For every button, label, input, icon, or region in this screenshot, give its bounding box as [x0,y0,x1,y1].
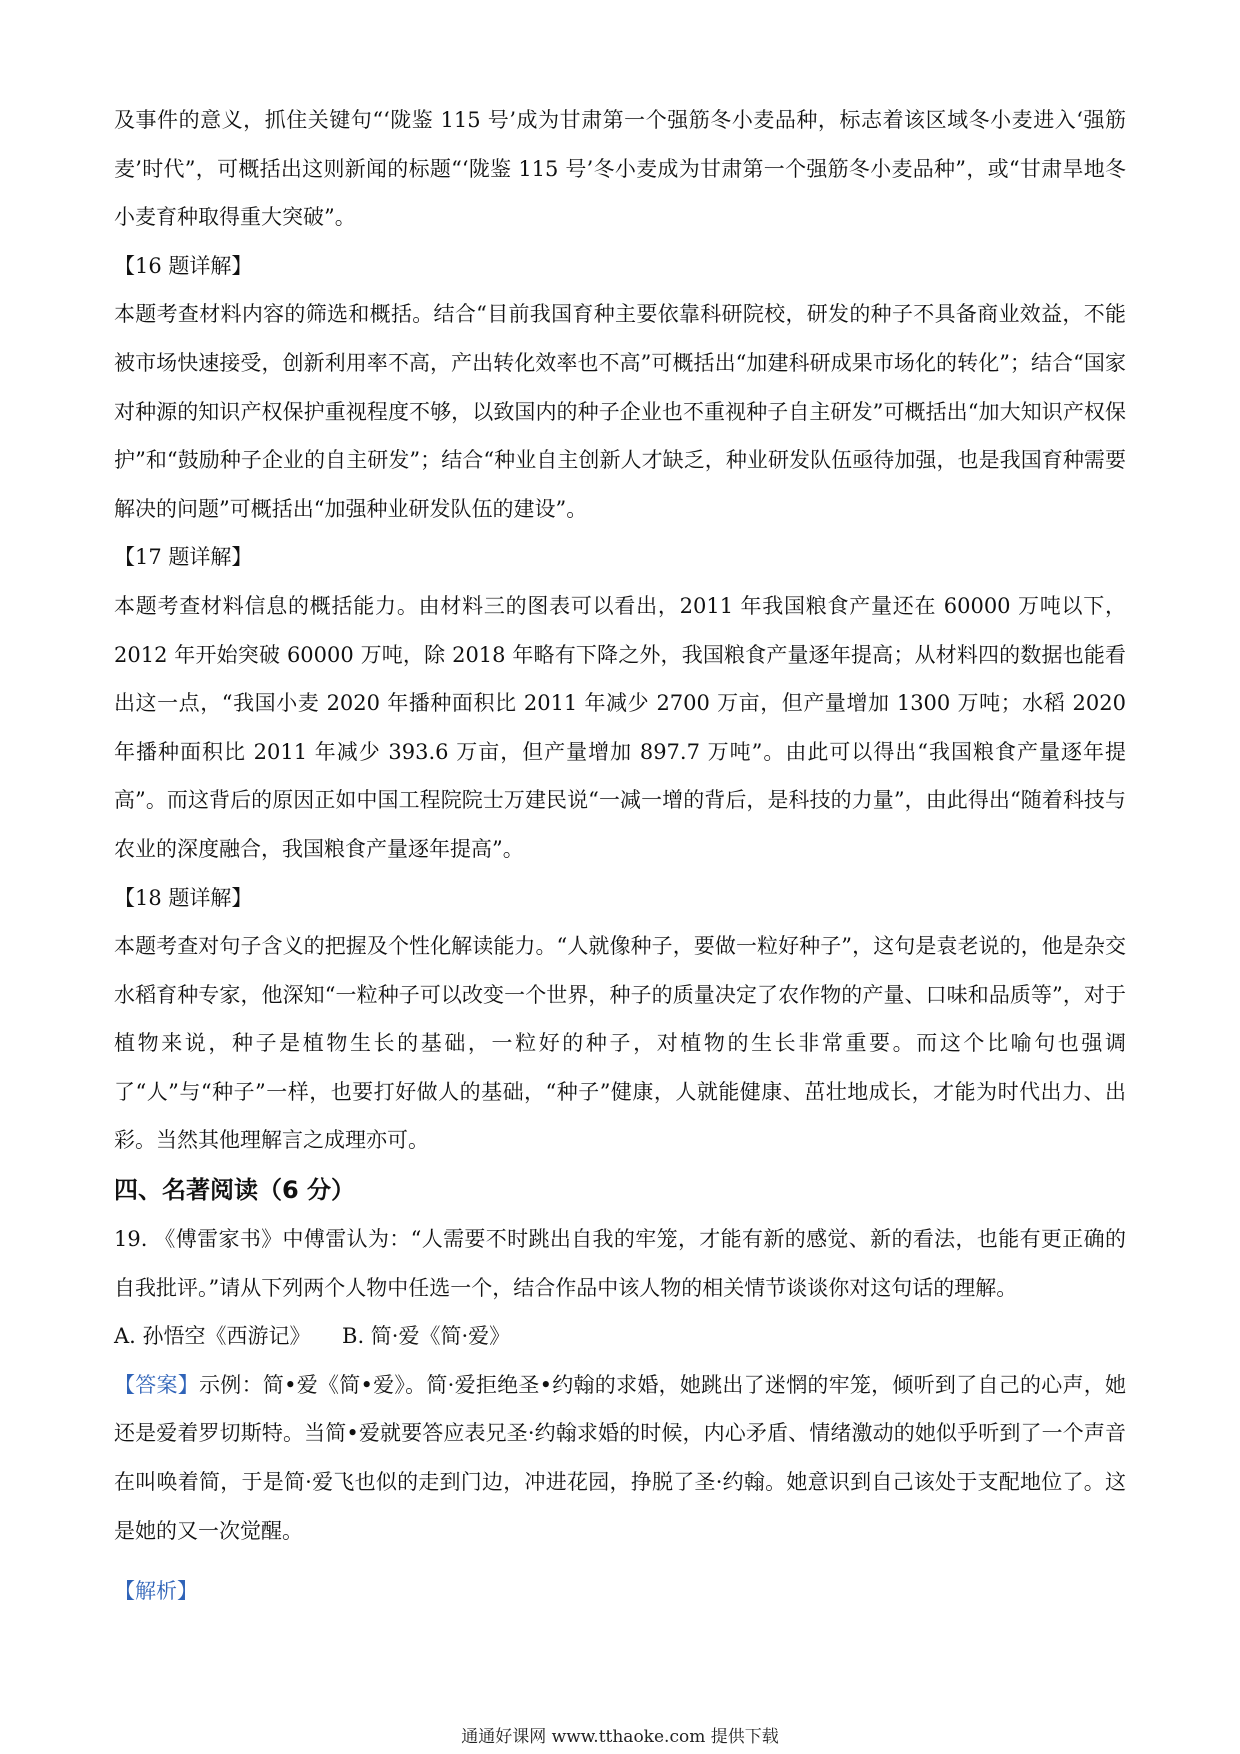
heading-q17-detail: 【17 题详解】 [114,545,253,570]
answer-text: 示例：简•爱《简•爱》。简·爱拒绝圣•约翰的求婚，她跳出了迷惘的牢笼，倾听到了自己的心声，她还是爱着罗切斯特。当简•爱就要答应表兄圣·约翰求婚的时候，内心矛盾、情绪激动的她似乎听到了一个声音在叫唤着简，于是简·爱飞也似的走到门边，冲进花园，挣脱了圣·约翰。她意识到自己该处于支配地位了。这是她的又一次觉醒。 [114,1372,1127,1543]
analysis-tag: 【解析】 [114,1579,198,1604]
paragraph-q18: 本题考查对句子含义的把握及个性化解读能力。“人就像种子，要做一粒好种子”，这句是袁老说的，他是杂交水稻育种专家，他深知“一粒种子可以改变一个世界，种子的质量决定了农作物的产量、口味和品质等”，对于植物来说，种子是植物生长的基础，一粒好的种子，对植物的生长非常重要。而这个比喻句也强调了“人”与“种子”一样，也要打好做人的基础，“种子”健康，人就能健康、茁壮地成长，才能为时代出力、出彩。当然其他理解言之成理亦可。 [114,934,1126,1153]
heading-q16-detail: 【16 题详解】 [114,253,253,278]
question-19-options: A. 孙悟空《西游记》 B. 简·爱《简·爱》 [114,1324,511,1349]
paragraph-q16: 本题考查材料内容的筛选和概括。结合“目前我国育种主要依靠科研院校，研发的种子不具备商业效益，不能被市场快速接受，创新利用率不高，产出转化效率也不高”可概括出“加建科研成果市场化的转化”；结合“国家对种源的知识产权保护重视程度不够，以致国内的种子企业也不重视种子自主研发”可概括出“加大知识产权保护”和“鼓励种子企业的自主研发”；结合“种业自主创新人才缺乏，种业研发队伍亟待加强，也是我国育种需要解决的问题”可概括出“加强种业研发队伍的建设”。 [114,302,1126,521]
question-19: 19. 《傅雷家书》中傅雷认为：“人需要不时跳出自我的牢笼，才能有新的感觉、新的看法，也能有更正确的自我批评。”请从下列两个人物中任选一个，结合作品中该人物的相关情节谈谈你对这句话的理解。 [114,1227,1126,1300]
paragraph-q17: 本题考查材料信息的概括能力。由材料三的图表可以看出，2011 年我国粮食产量还在 60000 万吨以下，2012 年开始突破 60000 万吨，除 2018 年略有下降之外，我国粮食产量逐年提高；从材料四的数据也能看出这一点，“我国小麦 2020 年播种面积比 2011 年减少 2700 万亩，但产量增加 1300 万吨；水稻 2020 年播种面积比 2011 年减少 393.6 万亩，但产量增加 897.7 万吨”。由此可以得出“我国粮食产量逐年提高”。而这背后的原因正如中国工程院院士万建民说“一减一增的背后，是科技的力量”，由此得出“随着科技与农业的深度融合，我国粮食产量逐年提高”。 [114,593,1126,861]
paragraph-q15-continuation: 及事件的意义，抓住关键句“‘陇鉴 115 号’成为甘肃第一个强筋冬小麦品种，标志着该区域冬小麦进入‘强筋麦’时代”，可概括出这则新闻的标题“‘陇鉴 115 号’冬小麦成为甘肃第一个强筋冬小麦品种”，或“甘肃旱地冬小麦育种取得重大突破”。 [114,108,1126,230]
heading-q18-detail: 【18 题详解】 [114,885,253,910]
answer-tag: 【答案】 [114,1372,200,1397]
answer-paragraph [114,1361,1126,1555]
document-content [114,96,1126,1616]
section-title-classics-reading: 四、名著阅读（6 分） [114,1176,356,1205]
page-footer: 通通好课网 www.tthaoke.com 提供下载 [461,1727,779,1747]
analysis-paragraph [114,1567,1126,1616]
